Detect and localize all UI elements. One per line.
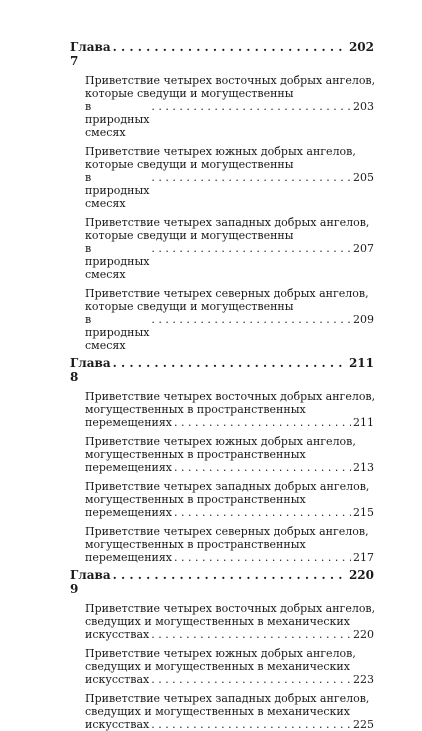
toc-entry[interactable] xyxy=(85,692,374,731)
entry-line: которые сведущи и могущественны xyxy=(85,229,294,242)
entry-line: Приветствие четырех южных добрых ангелов, xyxy=(85,435,356,448)
chapter-heading[interactable] xyxy=(70,568,374,596)
entry-line: Приветствие четырех восточных добрых ангелов, xyxy=(85,602,376,615)
chapter-block xyxy=(70,356,374,564)
entry-line: Приветствие четырех восточных добрых ангелов, xyxy=(85,390,376,403)
dot-leader xyxy=(151,242,351,255)
dot-leader xyxy=(151,628,351,641)
dot-leader xyxy=(151,100,351,113)
toc-entry[interactable] xyxy=(85,647,374,686)
dot-leader xyxy=(174,416,351,429)
entry-line: сведущих и могущественных в механических xyxy=(85,705,350,718)
entry-page-number: 203 xyxy=(353,100,374,113)
entry-line: искусствах xyxy=(85,718,150,731)
entry-line: могущественных в пространственных xyxy=(85,493,306,506)
chapter-heading[interactable] xyxy=(70,356,374,384)
chapter-heading[interactable] xyxy=(70,40,374,68)
chapter-title: Глава 9 xyxy=(70,568,111,596)
entry-line: в природных смесях xyxy=(85,100,150,139)
dot-leader xyxy=(174,461,351,474)
entry-page-number: 205 xyxy=(353,171,374,184)
dot-leader xyxy=(151,673,351,686)
entry-line: Приветствие четырех северных добрых ангелов, xyxy=(85,287,369,300)
toc-entry[interactable] xyxy=(85,216,374,281)
entry-line: перемещениях xyxy=(85,506,173,519)
entry-line: которые сведущи и могущественны xyxy=(85,300,294,313)
dot-leader xyxy=(113,356,347,370)
entry-page-number: 207 xyxy=(353,242,374,255)
dot-leader xyxy=(151,171,351,184)
toc-entry[interactable] xyxy=(85,525,374,564)
entry-line: могущественных в пространственных xyxy=(85,538,306,551)
dot-leader xyxy=(151,718,351,731)
entry-line: Приветствие четырех западных добрых ангелов, xyxy=(85,692,370,705)
toc-entry[interactable] xyxy=(85,287,374,352)
entry-page-number: 209 xyxy=(353,313,374,326)
chapter-page-number: 202 xyxy=(348,40,374,54)
entry-line: которые сведущи и могущественны xyxy=(85,87,294,100)
entry-page-number: 217 xyxy=(353,551,374,564)
entry-page-number: 225 xyxy=(353,718,374,731)
entry-page-number: 211 xyxy=(353,416,374,429)
entry-page-number: 213 xyxy=(353,461,374,474)
dot-leader xyxy=(151,313,351,326)
entry-line: Приветствие четырех западных добрых ангелов, xyxy=(85,480,370,493)
dot-leader xyxy=(113,568,347,582)
entry-line: Приветствие четырех южных добрых ангелов, xyxy=(85,647,356,660)
entry-page-number: 220 xyxy=(353,628,374,641)
entry-line: искусствах xyxy=(85,628,150,641)
entry-line: Приветствие четырех северных добрых ангелов, xyxy=(85,525,369,538)
entry-line: которые сведущи и могущественны xyxy=(85,158,294,171)
toc-entry[interactable] xyxy=(85,480,374,519)
toc-entry[interactable] xyxy=(85,390,374,429)
entry-page-number: 223 xyxy=(353,673,374,686)
entry-line: в природных смесях xyxy=(85,242,150,281)
chapter-title: Глава 7 xyxy=(70,40,111,68)
entry-line: Приветствие четырех южных добрых ангелов, xyxy=(85,145,356,158)
dot-leader xyxy=(113,40,347,54)
chapter-title: Глава 8 xyxy=(70,356,111,384)
entry-line: перемещениях xyxy=(85,416,173,429)
entry-line: перемещениях xyxy=(85,551,173,564)
entry-line: в природных смесях xyxy=(85,313,150,352)
entry-line: могущественных в пространственных xyxy=(85,448,306,461)
entry-page-number: 215 xyxy=(353,506,374,519)
dot-leader xyxy=(174,551,351,564)
chapter-block xyxy=(70,568,374,731)
entry-line: сведущих и могущественных в механических xyxy=(85,660,350,673)
entry-line: искусствах xyxy=(85,673,150,686)
entry-line: в природных смесях xyxy=(85,171,150,210)
toc-entry[interactable] xyxy=(85,145,374,210)
entry-line: сведущих и могущественных в механических xyxy=(85,615,350,628)
entry-line: Приветствие четырех восточных добрых ангелов, xyxy=(85,74,376,87)
entry-line: перемещениях xyxy=(85,461,173,474)
dot-leader xyxy=(174,506,351,519)
toc-entry[interactable] xyxy=(85,602,374,641)
chapter-page-number: 220 xyxy=(348,568,374,582)
chapter-block xyxy=(70,40,374,352)
toc-entry[interactable] xyxy=(85,74,374,139)
entry-line: могущественных в пространственных xyxy=(85,403,306,416)
entry-line: Приветствие четырех западных добрых ангелов, xyxy=(85,216,370,229)
chapter-page-number: 211 xyxy=(348,356,374,370)
toc-entry[interactable] xyxy=(85,435,374,474)
